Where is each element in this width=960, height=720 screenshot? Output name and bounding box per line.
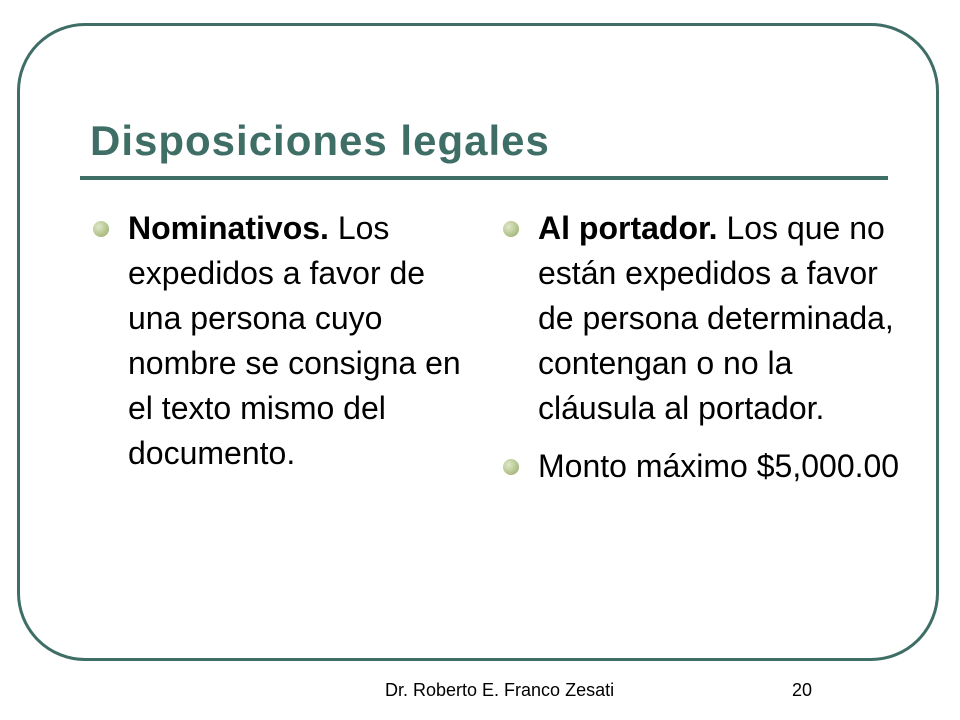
bullet-dot-icon [503, 221, 519, 237]
bullet-bold-label: Al portador. [538, 210, 718, 246]
left-column [90, 206, 470, 489]
bullet-dot-icon [503, 459, 519, 475]
bullet-bold-label: Nominativos. [128, 210, 329, 246]
bullet-item-nominativos [90, 206, 470, 476]
title-underline [80, 176, 888, 180]
bullet-body: Los que no están expedidos a favor de persona determinada, contengan o no la cláusula al portador. [538, 210, 894, 426]
bullet-item-al-portador [500, 206, 900, 431]
slide-title: Disposiciones legales [90, 117, 550, 164]
bullet-text [128, 210, 461, 471]
bullet-text [538, 448, 899, 484]
right-column [500, 206, 900, 502]
bullet-dot-icon [93, 221, 109, 237]
bullet-body: Los expedidos a favor de una persona cuyo nombre se consigna en el texto mismo del documento. [128, 210, 461, 471]
bullet-body: Monto máximo $5,000.00 [538, 448, 900, 484]
footer-author: Dr. Roberto E. Franco Zesati [385, 680, 615, 700]
page-number: 20 [792, 680, 813, 700]
bullet-text [538, 210, 894, 426]
bullet-item-monto-maximo [500, 444, 900, 489]
